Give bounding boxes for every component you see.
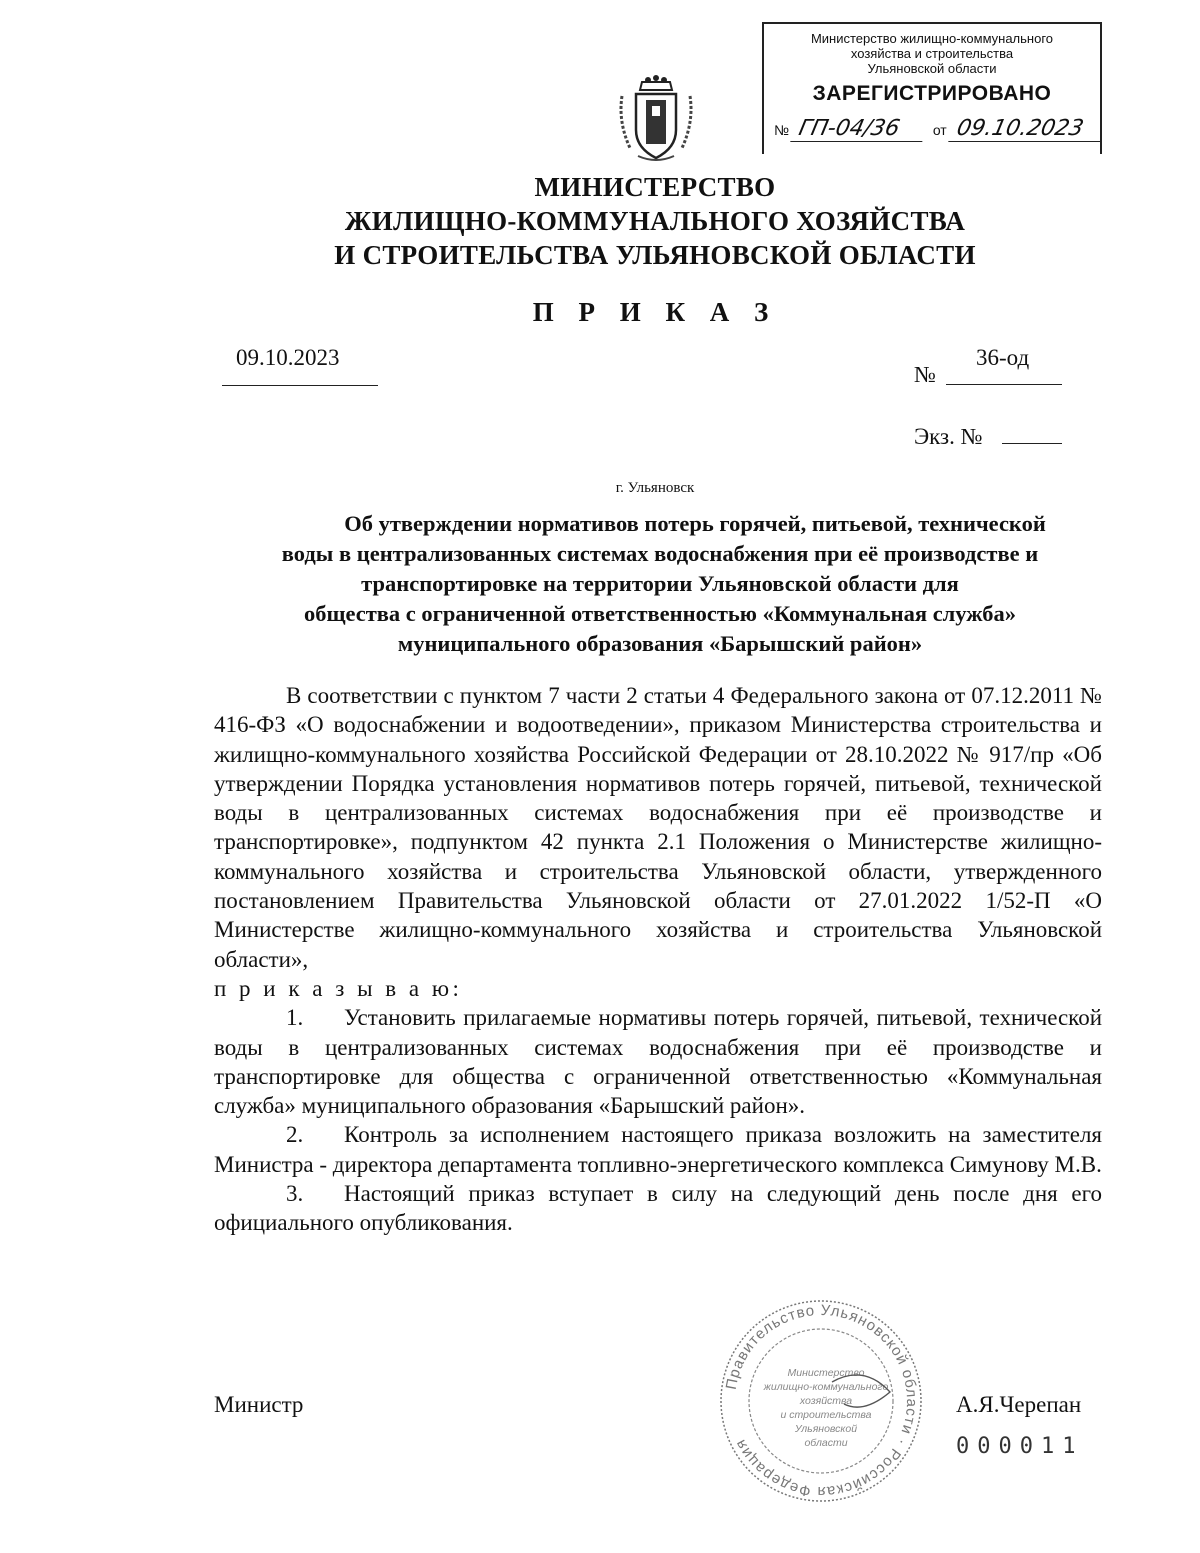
coat-of-arms-icon <box>614 72 698 164</box>
number-underline <box>946 384 1062 385</box>
signatory-position: Министр <box>214 1392 304 1417</box>
stamp-no-label: № <box>774 122 790 138</box>
signatory-name: А.Я.Черепан <box>956 1392 1082 1417</box>
title-line: транспортировке на территории Ульяновской области для <box>361 571 959 596</box>
copy-number-underline <box>1002 443 1062 444</box>
order-item <box>214 1003 1102 1120</box>
item-text: Настоящий приказ вступает в силу на следующий день после дня его официального опубликования. <box>214 1181 1102 1236</box>
copy-number-label: Экз. № <box>914 424 983 449</box>
seal-outer-text: Правительство Ульяновской области · Российская Федерация <box>722 1301 921 1501</box>
number-sign: № <box>914 362 936 387</box>
item-text: Контроль за исполнением настоящего приказа возложить на заместителя Министра - директора департамента топливно-энергетического комплекса Симунову М.В. <box>214 1122 1102 1177</box>
stamp-from-label: от <box>932 122 947 138</box>
order-word: п р и к а з ы в а ю: <box>214 975 463 1001</box>
title-line: воды в централизованных системах водоснабжения при её производстве и <box>281 541 1039 566</box>
preamble-paragraph: В соответствии с пунктом 7 части 2 статьи 4 Федерального закона от 07.12.2011 № 416-ФЗ «О водоснабжении и водоотведении», приказом Министерства строительства и жилищно-коммунального хозяйства Российской Федерации от 28.10.2022 № 917/пр «Об утверждении Порядка установления нормативов потерь горячей, питьевой, технической воды в централизованных системах водоснабжения при её производстве и транспортировке», подпунктом 42 пункта 2.1 Положения о Министерстве жилищно-коммунального хозяйства и строительства Ульяновской области, утвержденного постановлением Правительства Ульяновской области от 27.01.2022 1/52-П «О Министерстве жилищно-коммунального хозяйства и строительства Ульяновской области», <box>214 683 1102 972</box>
document-type: П Р И К А З <box>532 297 778 327</box>
registration-stamp <box>762 22 1102 154</box>
seal-inner-line: и строительства <box>780 1409 872 1421</box>
heading-line: МИНИСТЕРСТВО <box>534 172 776 202</box>
date-underline <box>222 385 378 386</box>
stamp-organization <box>764 31 1100 76</box>
seal-inner-line: области <box>804 1437 848 1449</box>
order-item <box>214 1120 1102 1179</box>
title-line: общества с ограниченной ответственностью «Коммунальная служба» <box>303 601 1017 626</box>
seal-inner-line: жилищно-коммунального <box>763 1381 889 1393</box>
document-title <box>210 509 1110 659</box>
ministry-heading <box>0 170 1200 272</box>
title-line: Об утверждении нормативов потерь горячей, питьевой, технической <box>344 511 1046 536</box>
stamp-org-line: хозяйства и строительства <box>850 46 1014 61</box>
seal-inner-line: Министерство <box>787 1367 865 1379</box>
item-number: 2. <box>286 1122 304 1148</box>
item-text: Установить прилагаемые нормативы потерь горячей, питьевой, технической воды в централизованных системах водоснабжения при её производстве и транспортировке для общества с ограниченной ответственностью «Коммунальная служба» муниципального образования «Барышский район». <box>214 1005 1102 1119</box>
stamp-reg-date: 09.10.2023 <box>948 116 1106 142</box>
document-date: 09.10.2023 <box>236 345 340 370</box>
stamp-org-line: Ульяновской области <box>867 61 997 76</box>
stamp-registered-label: ЗАРЕГИСТРИРОВАНО <box>812 82 1052 105</box>
order-item <box>214 1179 1102 1238</box>
item-number: 1. <box>286 1005 304 1031</box>
stamp-reg-number: ГП-04/36 <box>790 116 928 142</box>
document-city: г. Ульяновск <box>615 480 695 496</box>
heading-line: ЖИЛИЩНО-КОММУНАЛЬНОГО ХОЗЯЙСТВА <box>344 206 966 236</box>
item-number: 3. <box>286 1181 304 1207</box>
heading-line: И СТРОИТЕЛЬСТВА УЛЬЯНОВСКОЙ ОБЛАСТИ <box>334 240 976 270</box>
document-number: 36-од <box>976 345 1030 370</box>
seal-inner-line: хозяйства <box>799 1395 853 1407</box>
title-line: муниципального образования «Барышский район» <box>397 631 923 656</box>
stamp-number-row <box>774 116 1094 142</box>
form-serial-number: 000011 <box>956 1434 1084 1459</box>
official-seal-icon <box>714 1294 928 1508</box>
stamp-org-line: Министерство жилищно-коммунального <box>810 31 1054 46</box>
document-body <box>214 681 1102 1238</box>
seal-inner-line: Ульяновской <box>794 1423 858 1435</box>
